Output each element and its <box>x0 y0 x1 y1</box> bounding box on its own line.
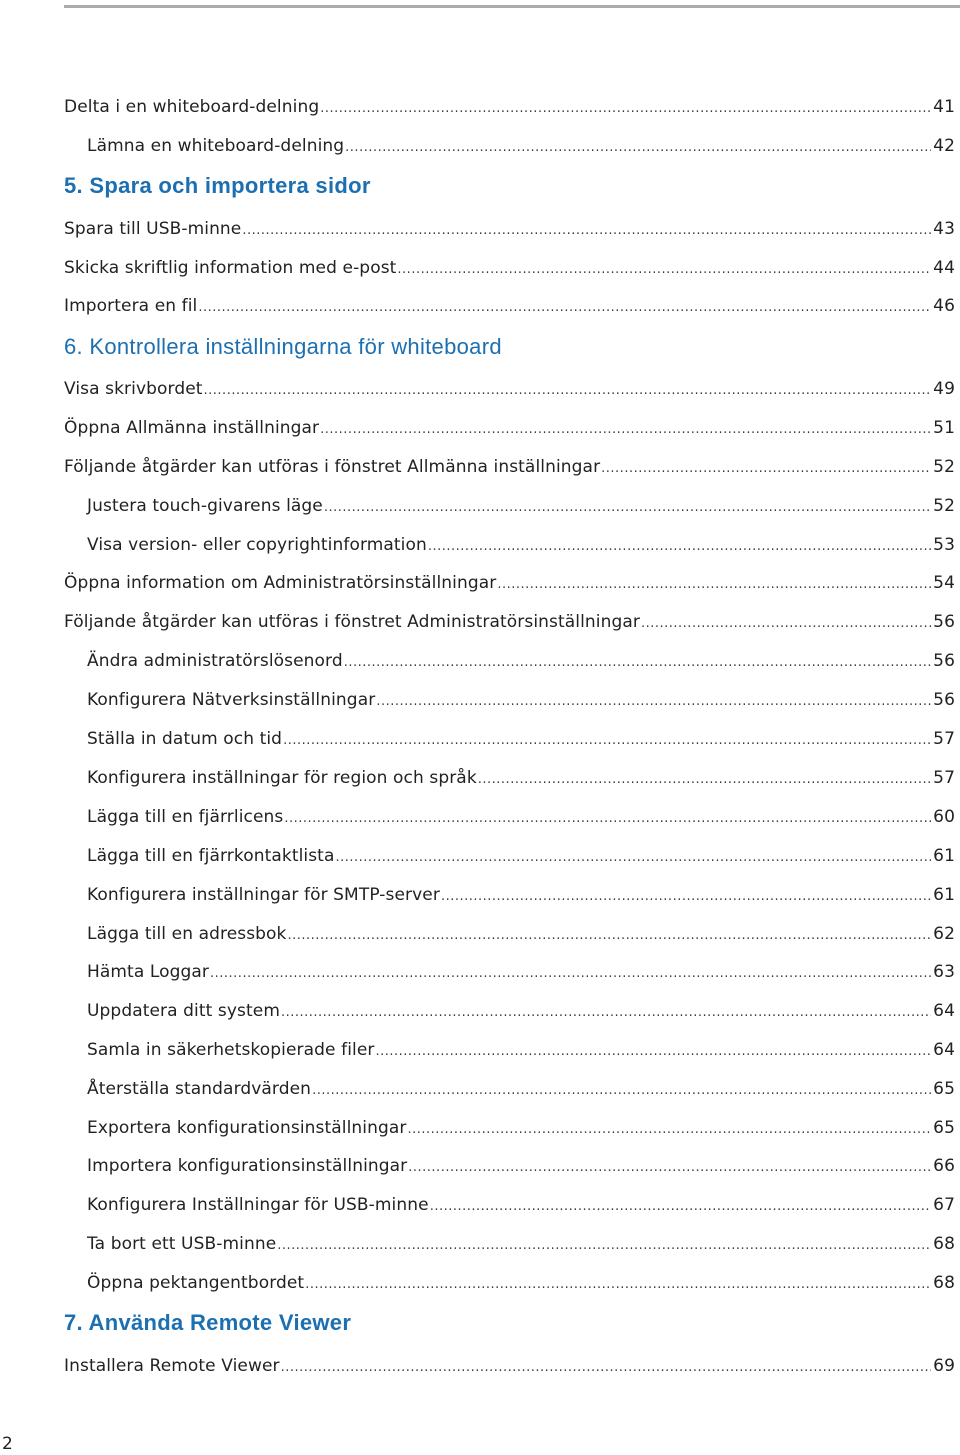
toc-subentry[interactable] <box>87 1079 955 1099</box>
toc-entry-page: 65 <box>933 1079 955 1099</box>
toc-subentry[interactable] <box>87 1234 955 1254</box>
toc-entry-page: 56 <box>933 690 955 710</box>
dot-leader <box>284 807 931 827</box>
toc-subentry[interactable] <box>87 1040 955 1060</box>
toc-entry-page: 64 <box>933 1040 955 1060</box>
dot-leader <box>497 573 931 593</box>
toc-subentry[interactable] <box>87 729 955 749</box>
toc-entry[interactable] <box>64 296 955 316</box>
toc-entry-label: Öppna Allmänna inställningar <box>64 418 320 438</box>
dot-leader <box>376 1040 932 1060</box>
toc-entry-page: 66 <box>933 1156 955 1176</box>
toc-entry-page: 52 <box>933 496 955 516</box>
toc-entry[interactable] <box>64 1356 955 1376</box>
toc-entry-page: 67 <box>933 1195 955 1215</box>
toc-entry-label: Lägga till en fjärrkontaktlista <box>87 846 335 866</box>
toc-subentry[interactable] <box>87 496 955 516</box>
toc-entry-label: Lämna en whiteboard-delning <box>87 136 345 156</box>
toc-entry-label: Importera en fil <box>64 296 198 316</box>
toc-entry-page: 57 <box>933 729 955 749</box>
toc-entry-label: Ställa in datum och tid <box>87 729 283 749</box>
toc-entry-page: 64 <box>933 1001 955 1021</box>
toc-entry-label: Exportera konfigurationsinställningar <box>87 1118 407 1138</box>
toc-entry-page: 68 <box>933 1234 955 1254</box>
toc-subentry[interactable] <box>87 1156 955 1176</box>
toc-entry-label: Följande åtgärder kan utföras i fönstret Administratörsinställningar <box>64 612 640 632</box>
toc-entry-label: Hämta Loggar <box>87 962 210 982</box>
dot-leader <box>345 136 931 156</box>
toc-entry-label: Återställa standardvärden <box>87 1079 312 1099</box>
dot-leader <box>335 846 931 866</box>
dot-leader <box>428 535 931 555</box>
toc-entry[interactable] <box>64 573 955 593</box>
toc-entry-label: Uppdatera ditt system <box>87 1001 280 1021</box>
toc-entry[interactable] <box>64 219 955 239</box>
toc-entry-label: Följande åtgärder kan utföras i fönstret Allmänna inställningar <box>64 457 601 477</box>
toc-entry-page: 44 <box>933 258 955 278</box>
dot-leader <box>397 258 931 278</box>
toc-entry-page: 56 <box>933 612 955 632</box>
toc-entry-label: Justera touch-givarens läge <box>87 496 323 516</box>
dot-leader <box>312 1079 931 1099</box>
toc-subentry[interactable] <box>87 1273 955 1293</box>
dot-leader <box>283 729 931 749</box>
toc-entry[interactable] <box>64 379 955 399</box>
toc-entry-label: Ändra administratörslösenord <box>87 651 343 671</box>
toc-entry-page: 46 <box>933 296 955 316</box>
toc-entry-label: Konfigurera inställningar för region och språk <box>87 768 477 788</box>
toc-entry-page: 65 <box>933 1118 955 1138</box>
toc-entry-label: Lägga till en fjärrlicens <box>87 807 284 827</box>
dot-leader <box>281 1001 931 1021</box>
dot-leader <box>281 1356 932 1376</box>
dot-leader <box>210 962 931 982</box>
dot-leader <box>320 418 931 438</box>
toc-subentry[interactable] <box>87 651 955 671</box>
toc-entry-page: 56 <box>933 651 955 671</box>
toc-subentry[interactable] <box>87 136 955 156</box>
toc-subentry[interactable] <box>87 846 955 866</box>
toc-entry-page: 61 <box>933 846 955 866</box>
toc-entry-page: 51 <box>933 418 955 438</box>
dot-leader <box>441 885 931 905</box>
toc-entry-page: 69 <box>933 1356 955 1376</box>
toc-entry-label: Konfigurera inställningar för SMTP-server <box>87 885 440 905</box>
toc-entry-label: Lägga till en adressbok <box>87 924 287 944</box>
toc-subentry[interactable] <box>87 535 955 555</box>
toc-subentry[interactable] <box>87 1118 955 1138</box>
toc-entry-label: Spara till USB-minne <box>64 219 242 239</box>
toc-subentry[interactable] <box>87 768 955 788</box>
dot-leader <box>198 296 931 316</box>
dot-leader <box>376 690 931 710</box>
page-number: 2 <box>2 1434 13 1454</box>
section-heading[interactable]: 5. Spara och importera sidor <box>64 173 371 198</box>
toc-entry-label: Installera Remote Viewer <box>64 1356 280 1376</box>
toc-subentry[interactable] <box>87 885 955 905</box>
dot-leader <box>320 97 931 117</box>
toc-entry-label: Samla in säkerhetskopierade filer <box>87 1040 375 1060</box>
toc-entry-page: 54 <box>933 573 955 593</box>
toc-subentry[interactable] <box>87 924 955 944</box>
toc-entry-label: Öppna information om Administratörsinställningar <box>64 573 497 593</box>
dot-leader <box>324 496 931 516</box>
toc-entry-label: Delta i en whiteboard-delning <box>64 97 320 117</box>
toc-entry[interactable] <box>64 457 955 477</box>
dot-leader <box>430 1195 931 1215</box>
toc-subentry[interactable] <box>87 1195 955 1215</box>
dot-leader <box>288 924 932 944</box>
dot-leader <box>242 219 931 239</box>
toc-entry-page: 41 <box>933 97 955 117</box>
dot-leader <box>305 1273 931 1293</box>
toc-entry-page: 49 <box>933 379 955 399</box>
top-rule <box>64 5 960 8</box>
toc-entry-label: Visa skrivbordet <box>64 379 203 399</box>
section-heading[interactable]: 6. Kontrollera inställningarna för whiteboard <box>64 334 502 359</box>
dot-leader <box>478 768 931 788</box>
toc-entry-label: Importera konfigurationsinställningar <box>87 1156 408 1176</box>
toc-entry[interactable] <box>64 418 955 438</box>
toc-entry-page: 43 <box>933 219 955 239</box>
toc-entry-label: Ta bort ett USB-minne <box>87 1234 277 1254</box>
toc-subentry[interactable] <box>87 1001 955 1021</box>
dot-leader <box>408 1156 931 1176</box>
toc-entry-label: Skicka skriftlig information med e-post <box>64 258 397 278</box>
toc-entry-page: 53 <box>933 535 955 555</box>
dot-leader <box>641 612 931 632</box>
toc-entry[interactable] <box>64 97 955 117</box>
toc-subentry[interactable] <box>87 807 955 827</box>
toc-subentry[interactable] <box>87 962 955 982</box>
toc-entry-page: 62 <box>933 924 955 944</box>
toc-entry-page: 63 <box>933 962 955 982</box>
toc-entry-label: Öppna pektangentbordet <box>87 1273 305 1293</box>
dot-leader <box>277 1234 931 1254</box>
toc-entry-page: 61 <box>933 885 955 905</box>
toc-subentry[interactable] <box>87 690 955 710</box>
toc-entry-label: Konfigurera Nätverksinställningar <box>87 690 376 710</box>
dot-leader <box>204 379 932 399</box>
toc-entry-page: 60 <box>933 807 955 827</box>
section-heading[interactable]: 7. Använda Remote Viewer <box>64 1310 352 1335</box>
toc-entry-page: 68 <box>933 1273 955 1293</box>
toc-entry[interactable] <box>64 258 955 278</box>
dot-leader <box>408 1118 932 1138</box>
dot-leader <box>344 651 931 671</box>
toc-entry-page: 42 <box>933 136 955 156</box>
toc-entry-page: 57 <box>933 768 955 788</box>
toc-entry-label: Visa version- eller copyrightinformation <box>87 535 427 555</box>
toc-entry-page: 52 <box>933 457 955 477</box>
toc-entry-label: Konfigurera Inställningar för USB-minne <box>87 1195 429 1215</box>
dot-leader <box>601 457 931 477</box>
toc-entry[interactable] <box>64 612 955 632</box>
